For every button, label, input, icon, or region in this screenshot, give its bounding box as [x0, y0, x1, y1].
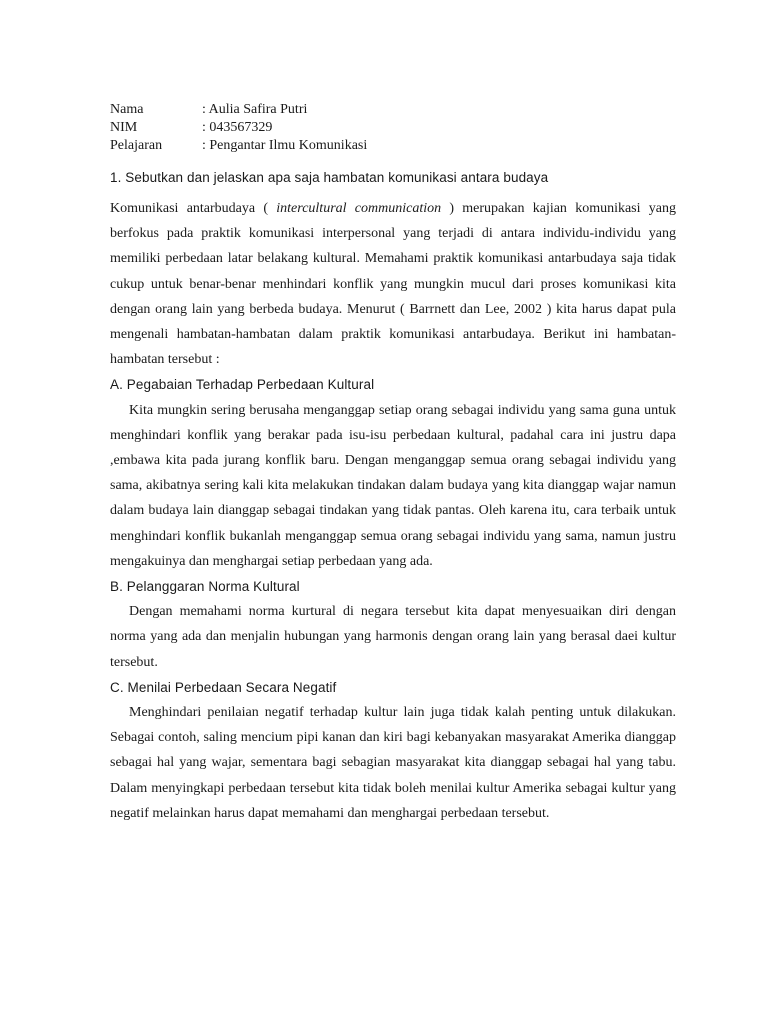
question-heading: 1. Sebutkan dan jelaskan apa saja hambatan komunikasi antara budaya	[110, 170, 549, 185]
intro-italic-term: intercultural communication	[276, 201, 442, 216]
identity-row-subject	[110, 137, 676, 155]
section-a	[110, 372, 676, 574]
identity-row-name	[110, 101, 676, 119]
identity-label: Pelajaran	[110, 138, 163, 153]
section-b	[110, 574, 676, 675]
identity-label: Nama	[110, 102, 144, 117]
section-body: Menghindari penilaian negatif terhadap kultur lain juga tidak kalah penting untuk dilakukan. Sebagai contoh, saling mencium pipi kanan dan kiri bagi kebanyakan masyarakat Amerika dianggap sebagai hal yang wajar, sementara bagi sebagian masyarakat kita dianggap sebagai hal yang tabu. Dalam menyingkapi perbedaan tersebut kita tidak boleh menilai kultur Amerika sebagai kultur yang negatif melainkan harus dapat memahami dan menghargai perbedaan tersebut.	[110, 705, 676, 821]
document-page	[110, 101, 676, 826]
identity-value: : Aulia Safira Putri	[202, 102, 308, 117]
intro-text-start: Komunikasi antarbudaya (	[110, 201, 277, 216]
section-body: Kita mungkin sering berusaha menganggap setiap orang sebagai individu yang sama guna untuk menghindari konflik yang berakar pada isu-isu perbedaan kultural, padahal cara ini justru dapa ,embawa kita pada jurang konflik baru. Dengan menganggap semua orang sebagai individu yang sama, akibatnya sering kali kita melakukan tindakan dalam budaya yang kita dianggap wajar namun dalam budaya lain dianggap sebagai tindakan yang tidak pantas. Oleh karena itu, cara terbaik untuk menghindari konflik bukanlah menganggap semua orang sebagai individu yang sama, namun justru mengakuinya dan menghargai setiap perbedaan yang ada.	[110, 402, 676, 569]
identity-value: : Pengantar Ilmu Komunikasi	[202, 138, 368, 153]
identity-label: NIM	[110, 120, 138, 135]
intro-paragraph	[110, 196, 676, 372]
identity-row-nim	[110, 119, 676, 137]
section-heading: A. Pegabaian Terhadap Perbedaan Kultural	[110, 377, 375, 393]
intro-text-rest: ) merupakan kajian komunikasi yang berfokus pada praktik komunikasi interpersonal yang terjadi di antara individu-individu yang memiliki perbedaan latar belakang kultural. Memahami praktik komunikasi antarbudaya saja tidak cukup untuk benar-benar menhindari konflik yang mungkin mucul dari proses komunikasi kita dengan orang lain yang berbeda budaya. Menurut ( Barrnett dan Lee, 2002 ) kita harus dapat pula mengenali hambatan-hambatan dalam praktik komunikasi antarbudaya. Berikut ini hambatan-hambatan tersebut :	[110, 201, 676, 368]
section-c	[110, 675, 676, 826]
identity-block	[110, 101, 676, 155]
section-heading: C. Menilai Perbedaan Secara Negatif	[110, 679, 337, 695]
identity-value: : 043567329	[202, 120, 273, 135]
section-body: Dengan memahami norma kurtural di negara tersebut kita dapat menyesuaikan diri dengan norma yang ada dan menjalin hubungan yang harmonis dengan orang lain yang berasal daei kultur tersebut.	[110, 604, 676, 670]
section-heading: B. Pelanggaran Norma Kultural	[110, 579, 300, 595]
